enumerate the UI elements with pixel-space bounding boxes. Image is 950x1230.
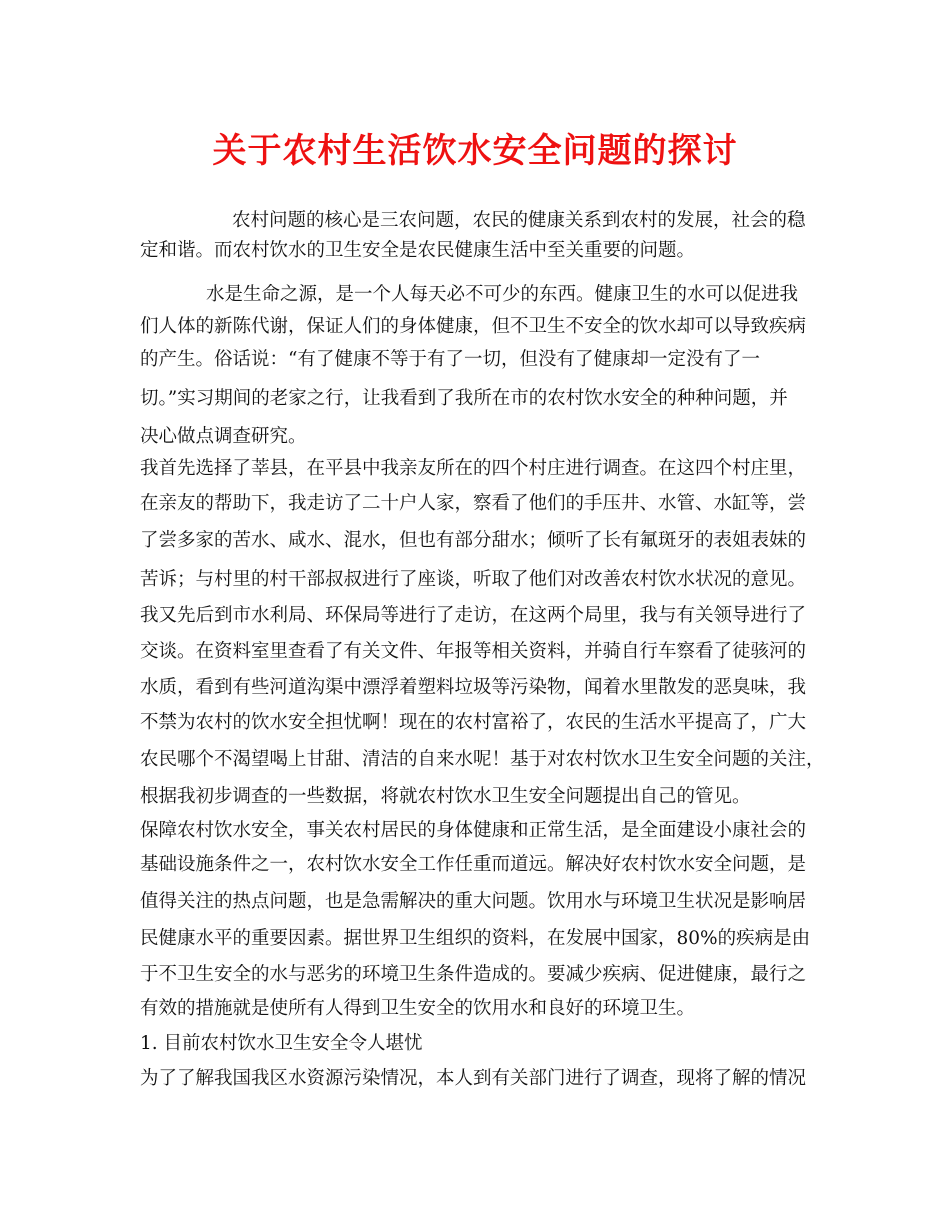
paragraph-line: 的产生。俗话说：“有了健康不等于有了一切，但没有了健康却一定没有了一 [140, 349, 760, 370]
paragraph-line: 我又先后到市水利局、环保局等进行了走访，在这两个局里，我与有关领导进行了 [140, 605, 807, 626]
paragraph-line: 为了了解我国我区水资源污染情况，本人到有关部门进行了调查，现将了解的情况 [140, 1068, 807, 1089]
paragraph-line: 根据我初步调查的一些数据，将就农村饮水卫生安全问题提出自己的管见。 [140, 786, 751, 807]
paragraph-line: 水质，看到有些河道沟渠中漂浮着塑料垃圾等污染物，闻着水里散发的恶臭味，我 [140, 677, 807, 698]
section-heading: 1. 目前农村饮水卫生安全令人堪忧 [140, 1033, 423, 1054]
paragraph-line: 水是生命之源，是一个人每天必不可少的东西。健康卫生的水可以促进我 [206, 284, 799, 305]
document-title: 关于农村生活饮水安全问题的探讨 [212, 131, 738, 171]
paragraph-line: 决心做点调查研究。 [140, 426, 307, 447]
paragraph-line: 于不卫生安全的水与恶劣的环境卫生条件造成的。要减少疾病、促进健康，最行之 [140, 964, 807, 985]
paragraph-line: 了尝多家的苦水、咸水、混水，但也有部分甜水；倾听了长有氟斑牙的表姐表妹的 [140, 530, 807, 551]
paragraph-line: 苦诉；与村里的村干部叔叔进行了座谈，听取了他们对改善农村饮水状况的意见。 [140, 569, 807, 590]
paragraph-line: 们人体的新陈代谢，保证人们的身体健康，但不卫生不安全的饮水却可以导致疾病 [140, 316, 807, 337]
paragraph-line: 农村问题的核心是三农问题，农民的健康关系到农村的发展，社会的稳 [232, 210, 806, 231]
paragraph-line: 民健康水平的重要因素。据世界卫生组织的资料，在发展中国家，80%的疾病是由 [140, 928, 811, 949]
paragraph-line: 我首先选择了莘县，在平县中我亲友所在的四个村庄进行调查。在这四个村庄里， [140, 458, 807, 479]
paragraph-line: 农民哪个不渴望喝上甘甜、清洁的自来水呢！基于对农村饮水卫生安全问题的关注， [140, 749, 825, 770]
paragraph-line: 切。”实习期间的老家之行，让我看到了我所在市的农村饮水安全的种种问题，并 [140, 388, 788, 409]
paragraph-line: 基础设施条件之一，农村饮水安全工作任重而道远。解决好农村饮水安全问题，是 [140, 854, 807, 875]
paragraph-line: 在亲友的帮助下，我走访了二十户人家，察看了他们的手压井、水管、水缸等，尝 [140, 493, 807, 514]
paragraph-line: 定和谐。而农村饮水的卫生安全是农民健康生活中至关重要的问题。 [140, 240, 696, 261]
paragraph-line: 交谈。在资料室里查看了有关文件、年报等相关资料，并骑自行车察看了徒骇河的 [140, 641, 807, 662]
paragraph-line: 值得关注的热点问题，也是急需解决的重大问题。饮用水与环境卫生状况是影响居 [140, 891, 807, 912]
paragraph-line: 不禁为农村的饮水安全担忧啊！现在的农村富裕了，农民的生活水平提高了，广大 [140, 712, 807, 733]
paragraph-line: 有效的措施就是使所有人得到卫生安全的饮用水和良好的环境卫生。 [140, 998, 696, 1019]
paragraph-line: 保障农村饮水安全，事关农村居民的身体健康和正常生活，是全面建设小康社会的 [140, 820, 807, 841]
